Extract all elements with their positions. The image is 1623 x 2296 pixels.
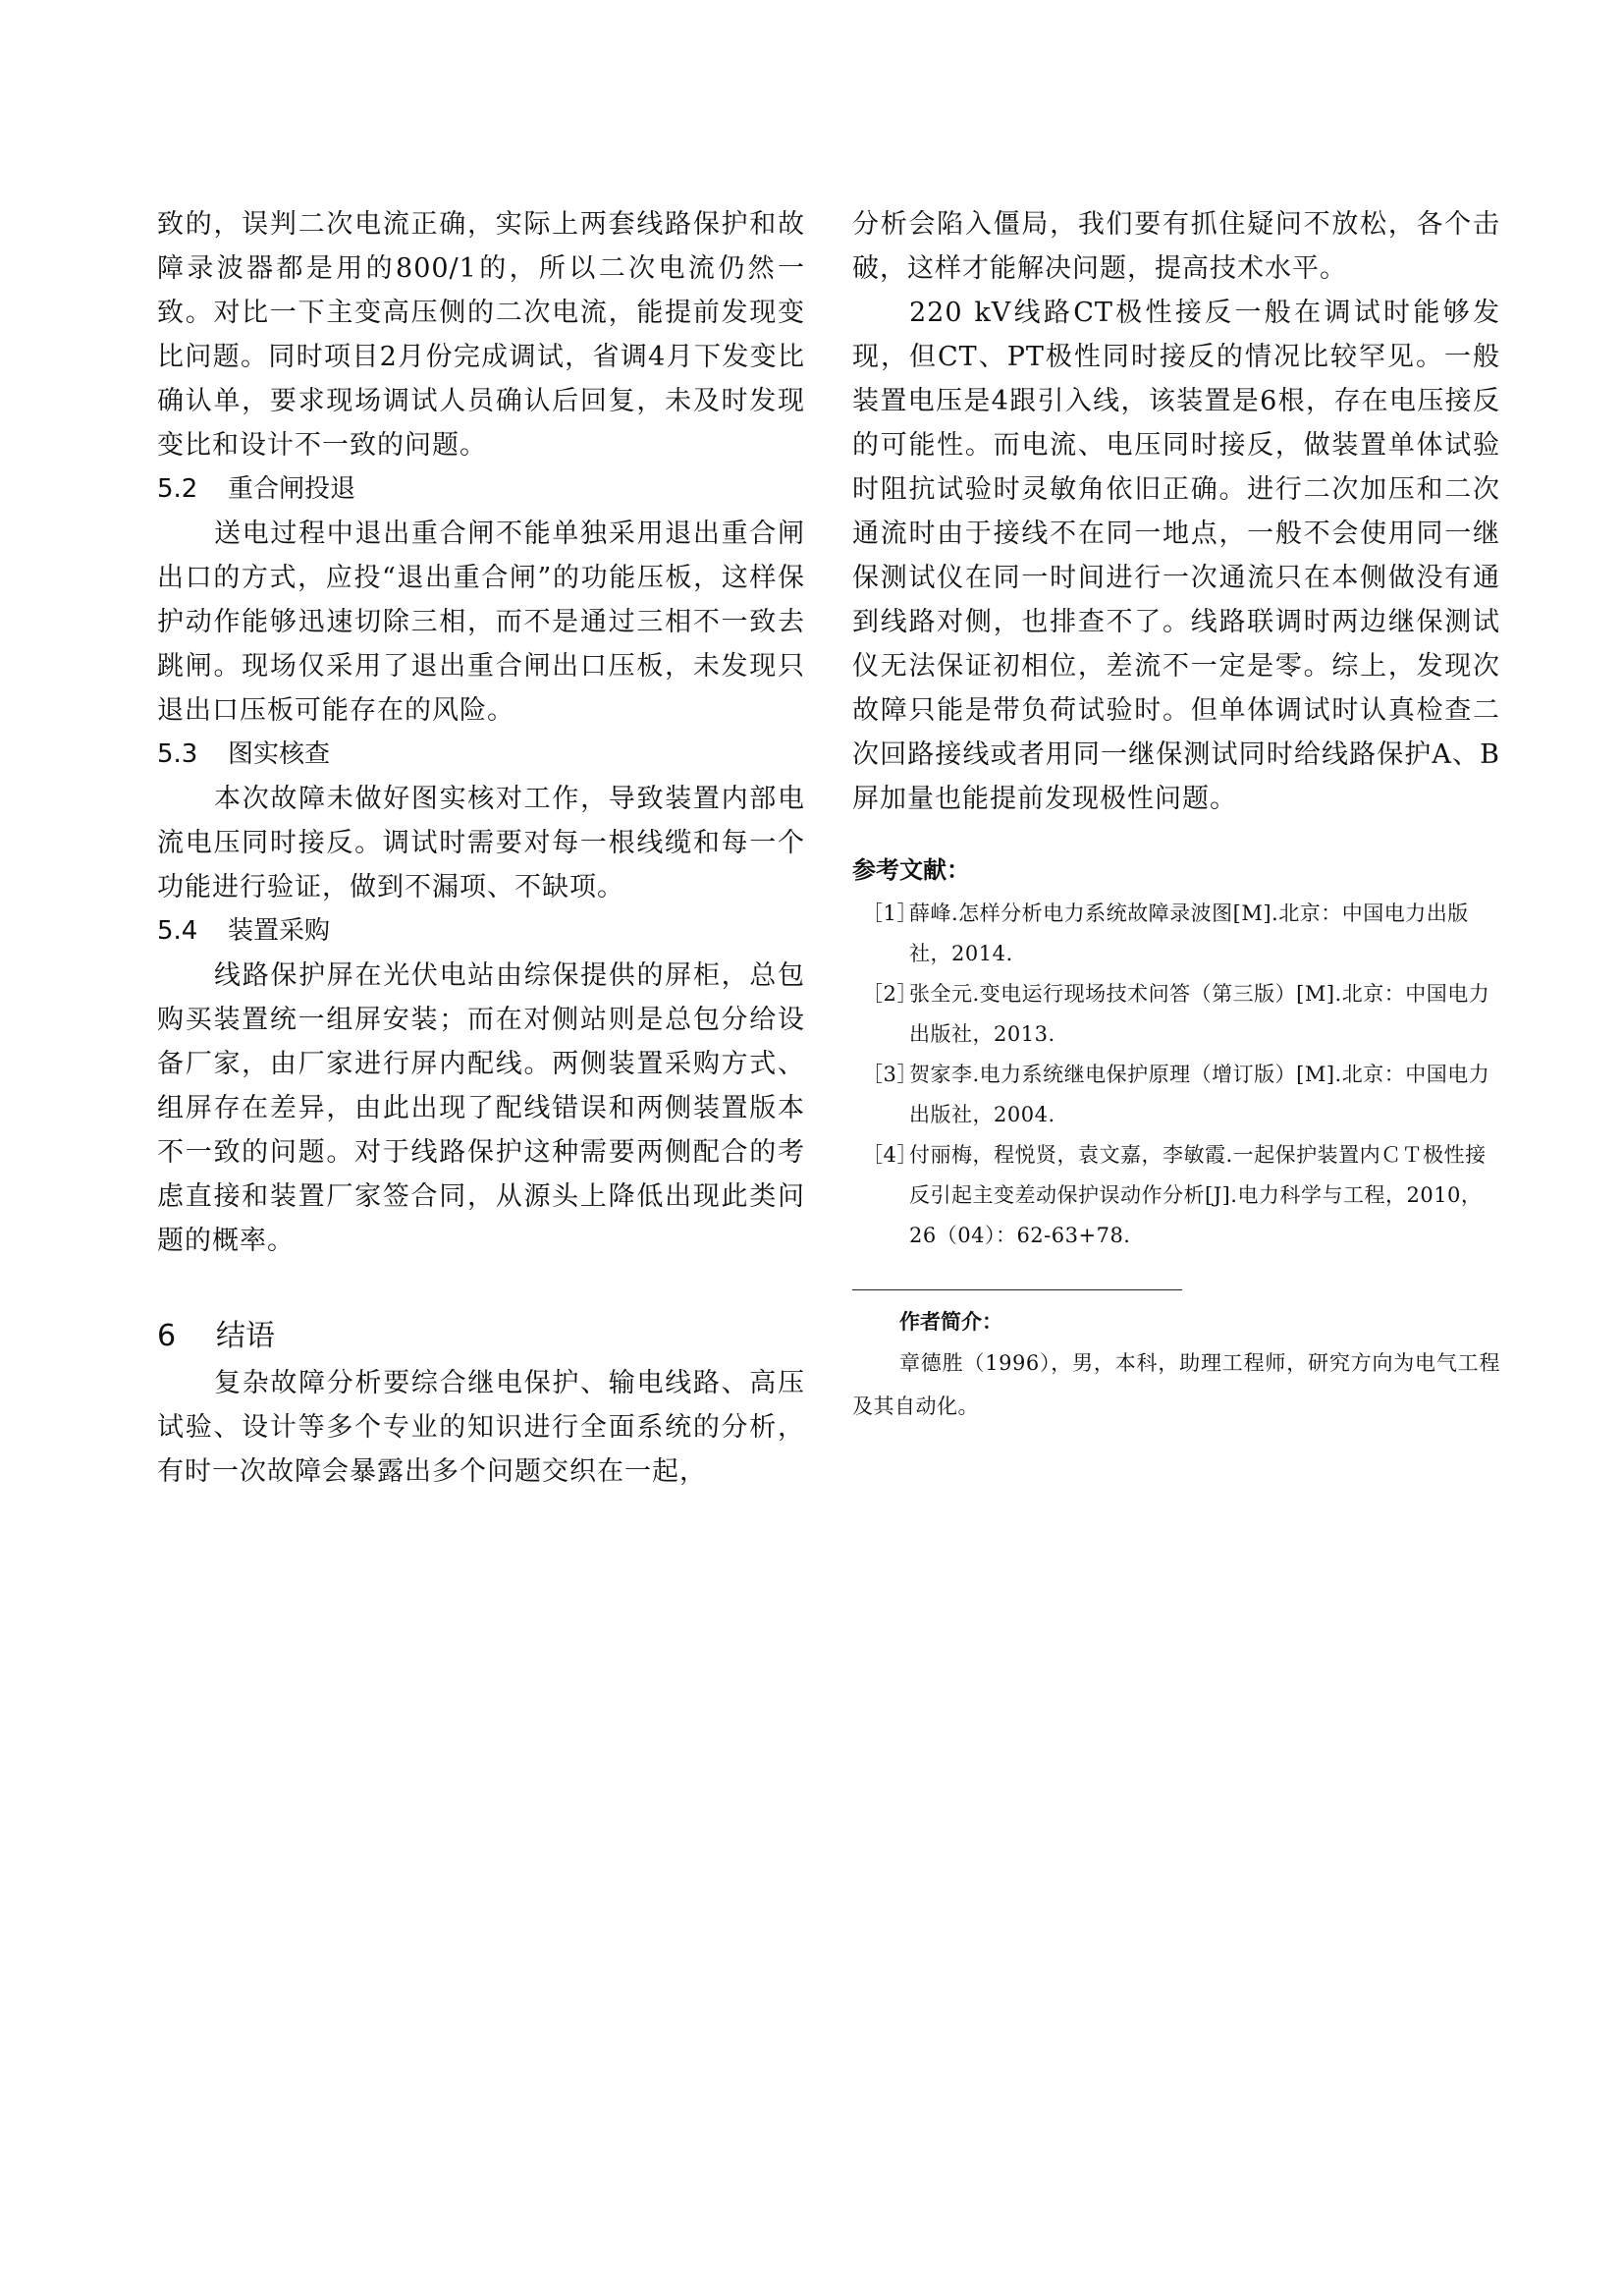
section-5-3-heading xyxy=(157,733,805,777)
reference-text: 张全元.变电运行现场技术问答（第三版）[M].北京：中国电力出版社，2013. xyxy=(909,982,1490,1046)
reference-number: ［4］ xyxy=(862,1143,918,1167)
reference-text: 付丽梅，程悦贤，袁文嘉，李敏霞.一起保护装置内ＣＴ极性接反引起主变差动保护误动作分析[J].电力科学与工程，2010，26（04）：62-63+78. xyxy=(909,1143,1487,1247)
reference-number: ［3］ xyxy=(862,1063,918,1086)
author-info-text: 章德胜（1996），男，本科，助理工程师，研究方向为电气工程及其自动化。 xyxy=(852,1351,1500,1418)
section-title: 结语 xyxy=(216,1319,275,1353)
reference-number: ［2］ xyxy=(862,982,918,1006)
section-title: 重合闸投退 xyxy=(228,474,356,504)
reference-item xyxy=(852,894,1500,974)
author-info-title: 作者简介： xyxy=(899,1310,1002,1334)
reference-list xyxy=(852,894,1500,1256)
reference-item xyxy=(852,1055,1500,1135)
section-6-heading xyxy=(157,1312,805,1361)
section-5-4-text: 线路保护屏在光伏电站由综保提供的屏柜，总包购买装置统一组屏安装；而在对侧站则是总包分给设备厂家，由厂家进行屏内配线。两侧装置采购方式、组屏存在差异，由此出现了配线错误和两侧装置版本不一致的问题。对于线路保护这种需要两侧配合的考虑直接和装置厂家签合同，从源头上降低出现此类问题的概率。 xyxy=(157,960,805,1256)
section-5-2-heading xyxy=(157,467,805,512)
section-title: 装置采购 xyxy=(228,916,331,946)
references-title: 参考文献： xyxy=(852,856,970,884)
intro-paragraph: 致的，误判二次电流正确，实际上两套线路保护和故障录波器都是用的800/1的，所以二次电流仍然一致。对比一下主变高压侧的二次电流，能提前发现变比问题。同时项目2月份完成调试，省调4月下发变比确认单，要求现场调试人员确认后回复，未及时发现变比和设计不一致的问题。 xyxy=(157,209,805,461)
ct-polarity-paragraph: 220 kV线路CT极性接反一般在调试时能够发现，但CT、PT极性同时接反的情况比较罕见。一般装置电压是4跟引入线，该装置是6根，存在电压接反的可能性。而电流、电压同时接反，做装置单体试验时阻抗试验时灵敏角依旧正确。进行二次加压和二次通流时由于接线不在同一地点，一般不会使用同一继保测试仪在同一时间进行一次通流只在本侧做没有通到线路对侧，也排查不了。线路联调时两边继保测试仪无法保证初相位，差流不一定是零。综上，发现次故障只能是带负荷试验时。但单体调试时认真检查二次回路接线或者用同一继保测试同时给线路保护A、B屏加量也能提前发现极性问题。 xyxy=(852,298,1500,814)
section-number: 5.3 xyxy=(157,739,198,769)
continued-paragraph: 分析会陷入僵局，我们要有抓住疑问不放松，各个击破，这样才能解决问题，提高技术水平。 xyxy=(852,209,1500,284)
right-column xyxy=(852,202,1500,1428)
section-5-3-text: 本次故障未做好图实核对工作，导致装置内部电流电压同时接反。调试时需要对每一根线缆和每一个功能进行验证，做到不漏项、不缺项。 xyxy=(157,784,805,902)
reference-item xyxy=(852,1135,1500,1256)
reference-number: ［1］ xyxy=(862,902,918,925)
reference-text: 贺家李.电力系统继电保护原理（增订版）[M].北京：中国电力出版社，2004. xyxy=(909,1063,1490,1126)
footnote-divider xyxy=(852,1289,1182,1290)
section-5-4-heading xyxy=(157,909,805,954)
section-5-2-text: 送电过程中退出重合闸不能单独采用退出重合闸出口的方式，应投“退出重合闸”的功能压板，这样保护动作能够迅速切除三相，而不是通过三相不一致去跳闸。现场仅采用了退出重合闸出口压板，未发现只退出口压板可能存在的风险。 xyxy=(157,519,805,726)
section-6-text: 复杂故障分析要综合继电保护、输电线路、高压试验、设计等多个专业的知识进行全面系统的分析，有时一次故障会暴露出多个问题交织在一起， xyxy=(157,1368,805,1487)
section-title: 图实核查 xyxy=(228,739,331,769)
reference-text: 薛峰.怎样分析电力系统故障录波图[M].北京：中国电力出版社，2014. xyxy=(909,902,1469,965)
section-number: 5.4 xyxy=(157,916,198,946)
section-number: 6 xyxy=(157,1319,177,1353)
reference-item xyxy=(852,974,1500,1055)
left-column xyxy=(157,202,805,1494)
section-number: 5.2 xyxy=(157,474,198,504)
